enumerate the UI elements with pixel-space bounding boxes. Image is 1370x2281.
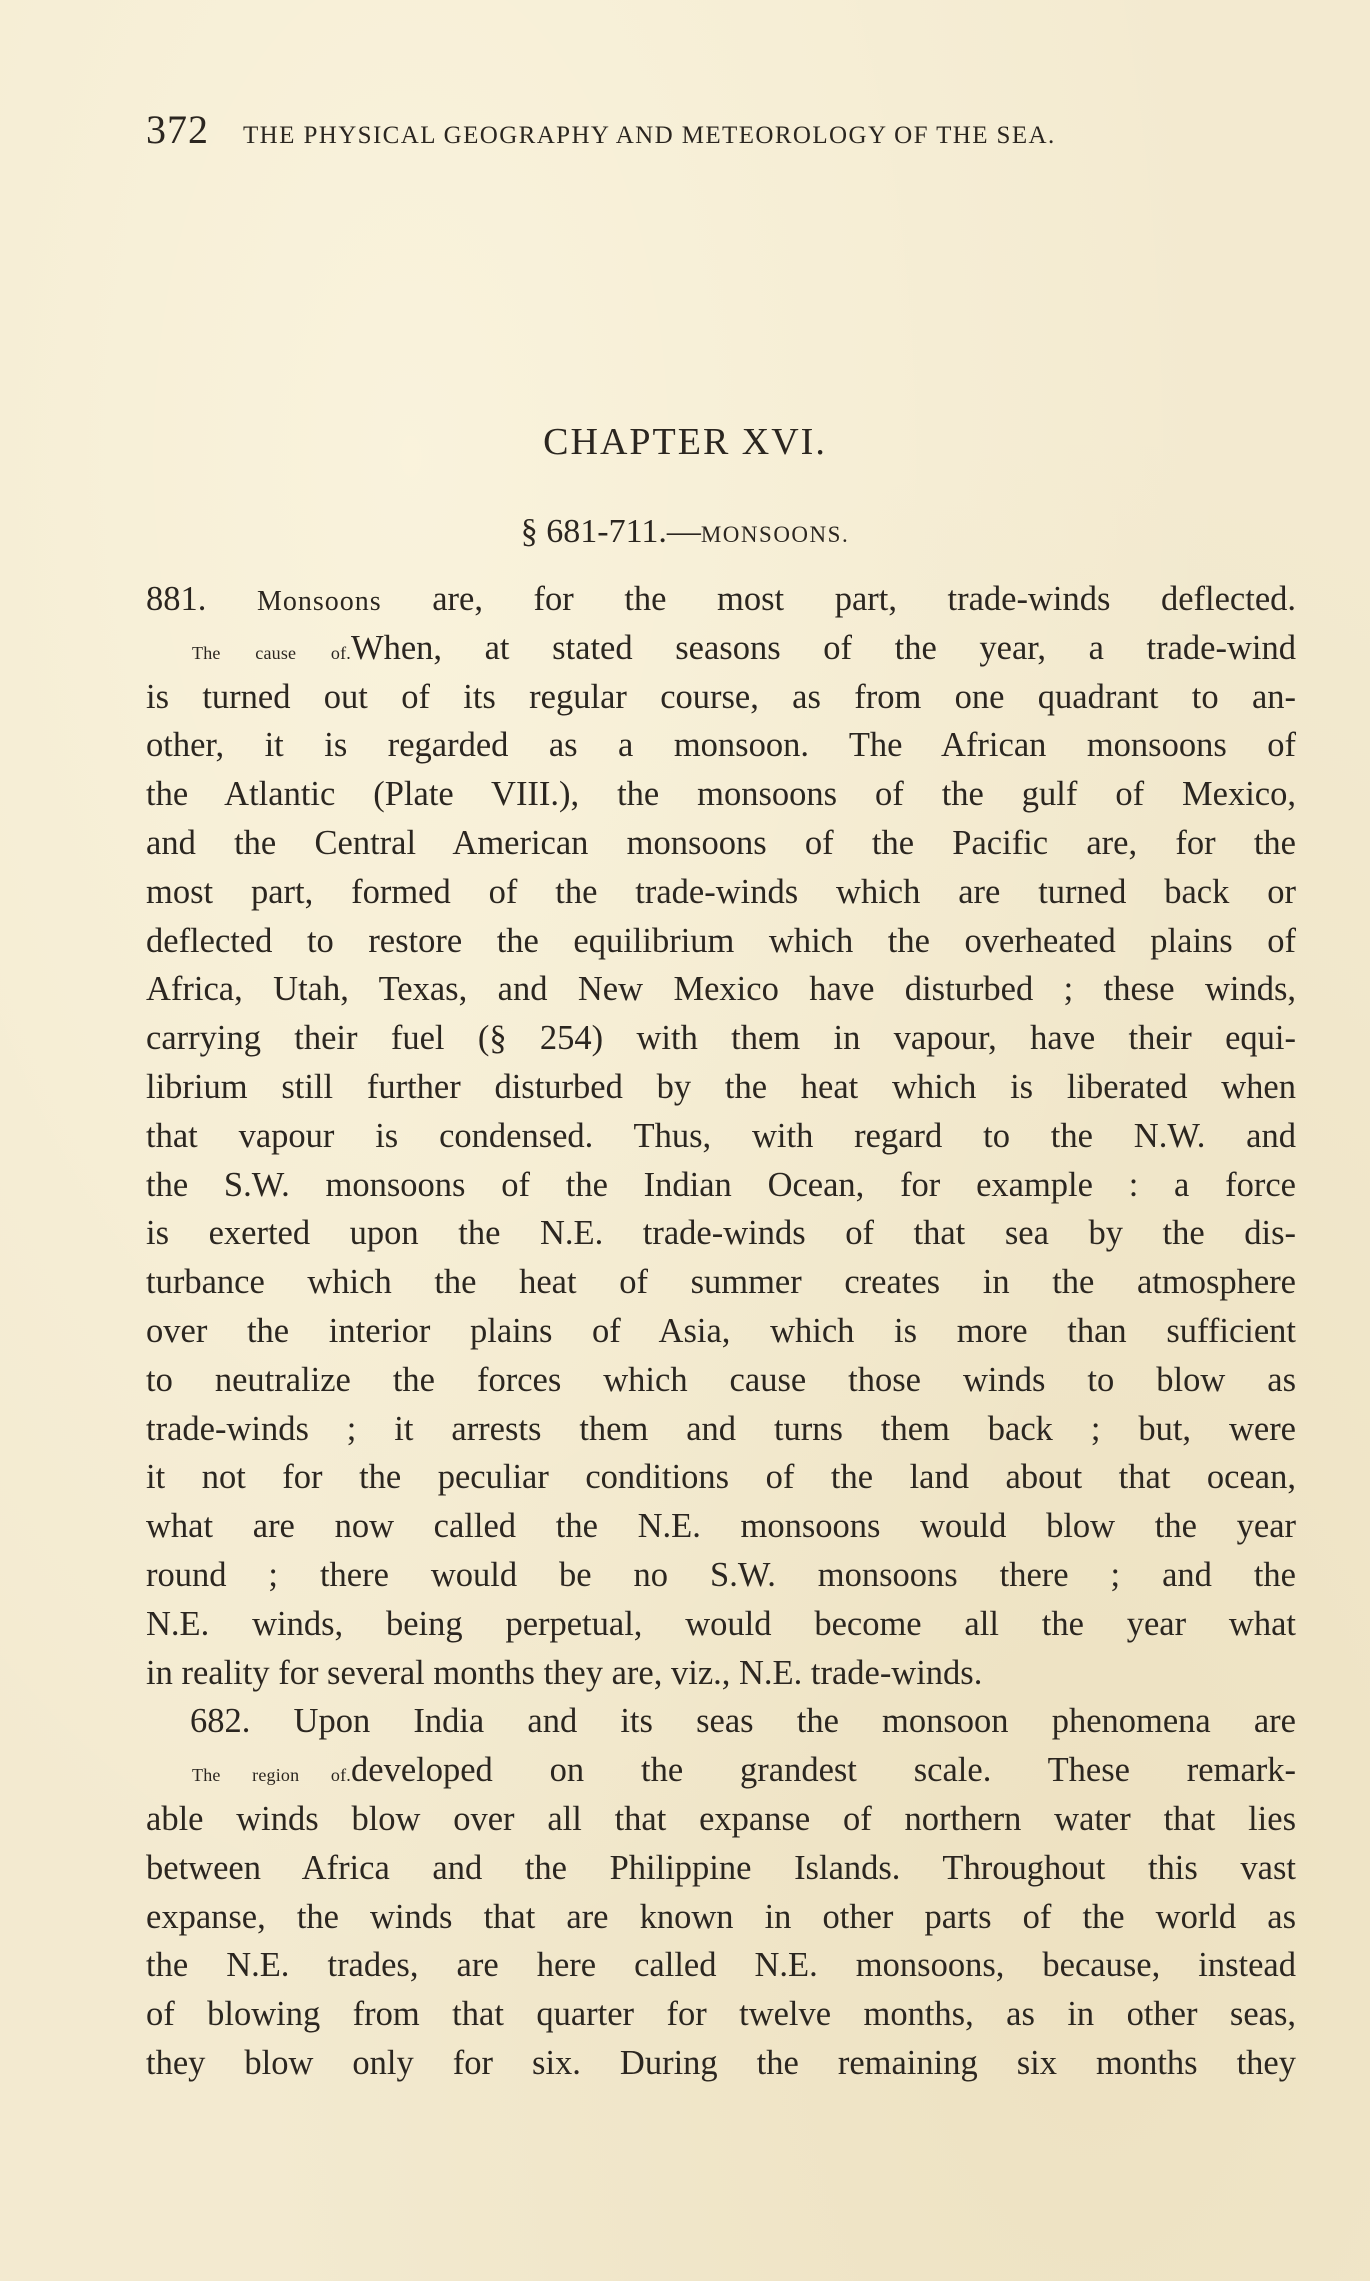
line-text: When, at stated seasons of the year, a trade-wind: [351, 628, 1296, 667]
text-line: that vapour is condensed. Thus, with regard to the N.W. and: [146, 1116, 1296, 1155]
paragraph-881-line-2: [146, 624, 1296, 673]
text-line: able winds blow over all that expanse of northern water that lies: [146, 1799, 1296, 1838]
text-line: N.E. winds, being perpetual, would become all the year what: [146, 1604, 1296, 1643]
running-header: [146, 106, 1246, 156]
section-number: § 681-711.—: [520, 513, 701, 550]
text-line: and the Central American monsoons of the Pacific are, for the: [146, 823, 1296, 862]
text-line: Africa, Utah, Texas, and New Mexico have disturbed ; these winds,: [146, 970, 1296, 1009]
text-line: deflected to restore the equilibrium which the overheated plains of: [146, 921, 1296, 960]
text-line: is exerted upon the N.E. trade-winds of that sea by the dis-: [146, 1214, 1296, 1253]
running-title: THE PHYSICAL GEOGRAPHY AND METEOROLOGY OF THE SEA.: [243, 122, 1056, 149]
text-line: librium still further disturbed by the heat which is liberated when: [146, 1067, 1296, 1106]
text-line: turbance which the heat of summer creates in the atmosphere: [146, 1263, 1296, 1302]
first-line-text: are, for the most part, trade-winds deflected.: [381, 580, 1297, 618]
body-text: [146, 575, 1296, 2088]
text-line: they blow only for six. During the remaining six months they: [146, 2043, 1296, 2082]
text-line: the Atlantic (Plate VIII.), the monsoons of the gulf of Mexico,: [146, 775, 1296, 814]
margin-note: The region of.: [192, 1765, 351, 1786]
paragraph-682-line-2: [146, 1746, 1296, 1795]
text-line: between Africa and the Philippine Islands. Throughout this vast: [146, 1848, 1296, 1887]
paragraph-881-line-1: [146, 575, 1296, 624]
line-text: developed on the grandest scale. These remark-: [351, 1751, 1296, 1790]
section-heading: [0, 513, 1370, 551]
text-line: the N.E. trades, are here called N.E. monsoons, because, instead: [146, 1946, 1296, 1985]
text-line: carrying their fuel (§ 254) with them in vapour, have their equi-: [146, 1019, 1296, 1058]
chapter-title: CHAPTER XVI.: [543, 421, 827, 463]
text-line: over the interior plains of Asia, which is more than sufficient: [146, 1311, 1296, 1350]
paragraph-number: 881.: [146, 580, 257, 618]
text-line: the S.W. monsoons of the Indian Ocean, for example : a force: [146, 1165, 1296, 1204]
text-line: round ; there would be no S.W. monsoons there ; and the: [146, 1555, 1296, 1594]
section-title: MONSOONS.: [700, 522, 850, 547]
text-line: trade-winds ; it arrests them and turns them back ; but, were: [146, 1409, 1296, 1448]
text-line: to neutralize the forces which cause those winds to blow as: [146, 1360, 1296, 1399]
lead-word: Monsoons: [256, 586, 382, 617]
text-line: other, it is regarded as a monsoon. The African monsoons of: [146, 726, 1296, 765]
text-line: what are now called the N.E. monsoons would blow the year: [146, 1507, 1296, 1546]
text-line: expanse, the winds that are known in other parts of the world as: [146, 1897, 1296, 1936]
text-line: of blowing from that quarter for twelve months, as in other seas,: [146, 1995, 1296, 2034]
text-line: is turned out of its regular course, as from one quadrant to an-: [146, 677, 1296, 716]
margin-note: The cause of.: [192, 642, 351, 663]
text-line: it not for the peculiar conditions of the land about that ocean,: [146, 1458, 1296, 1497]
text-line: most part, formed of the trade-winds which are turned back or: [146, 872, 1296, 911]
text-line-last: in reality for several months they are, viz., N.E. trade-winds.: [146, 1653, 983, 1692]
page-number: 372: [146, 107, 209, 152]
paragraph-682-line-1: 682. Upon India and its seas the monsoon phenomena are: [190, 1702, 1296, 1741]
